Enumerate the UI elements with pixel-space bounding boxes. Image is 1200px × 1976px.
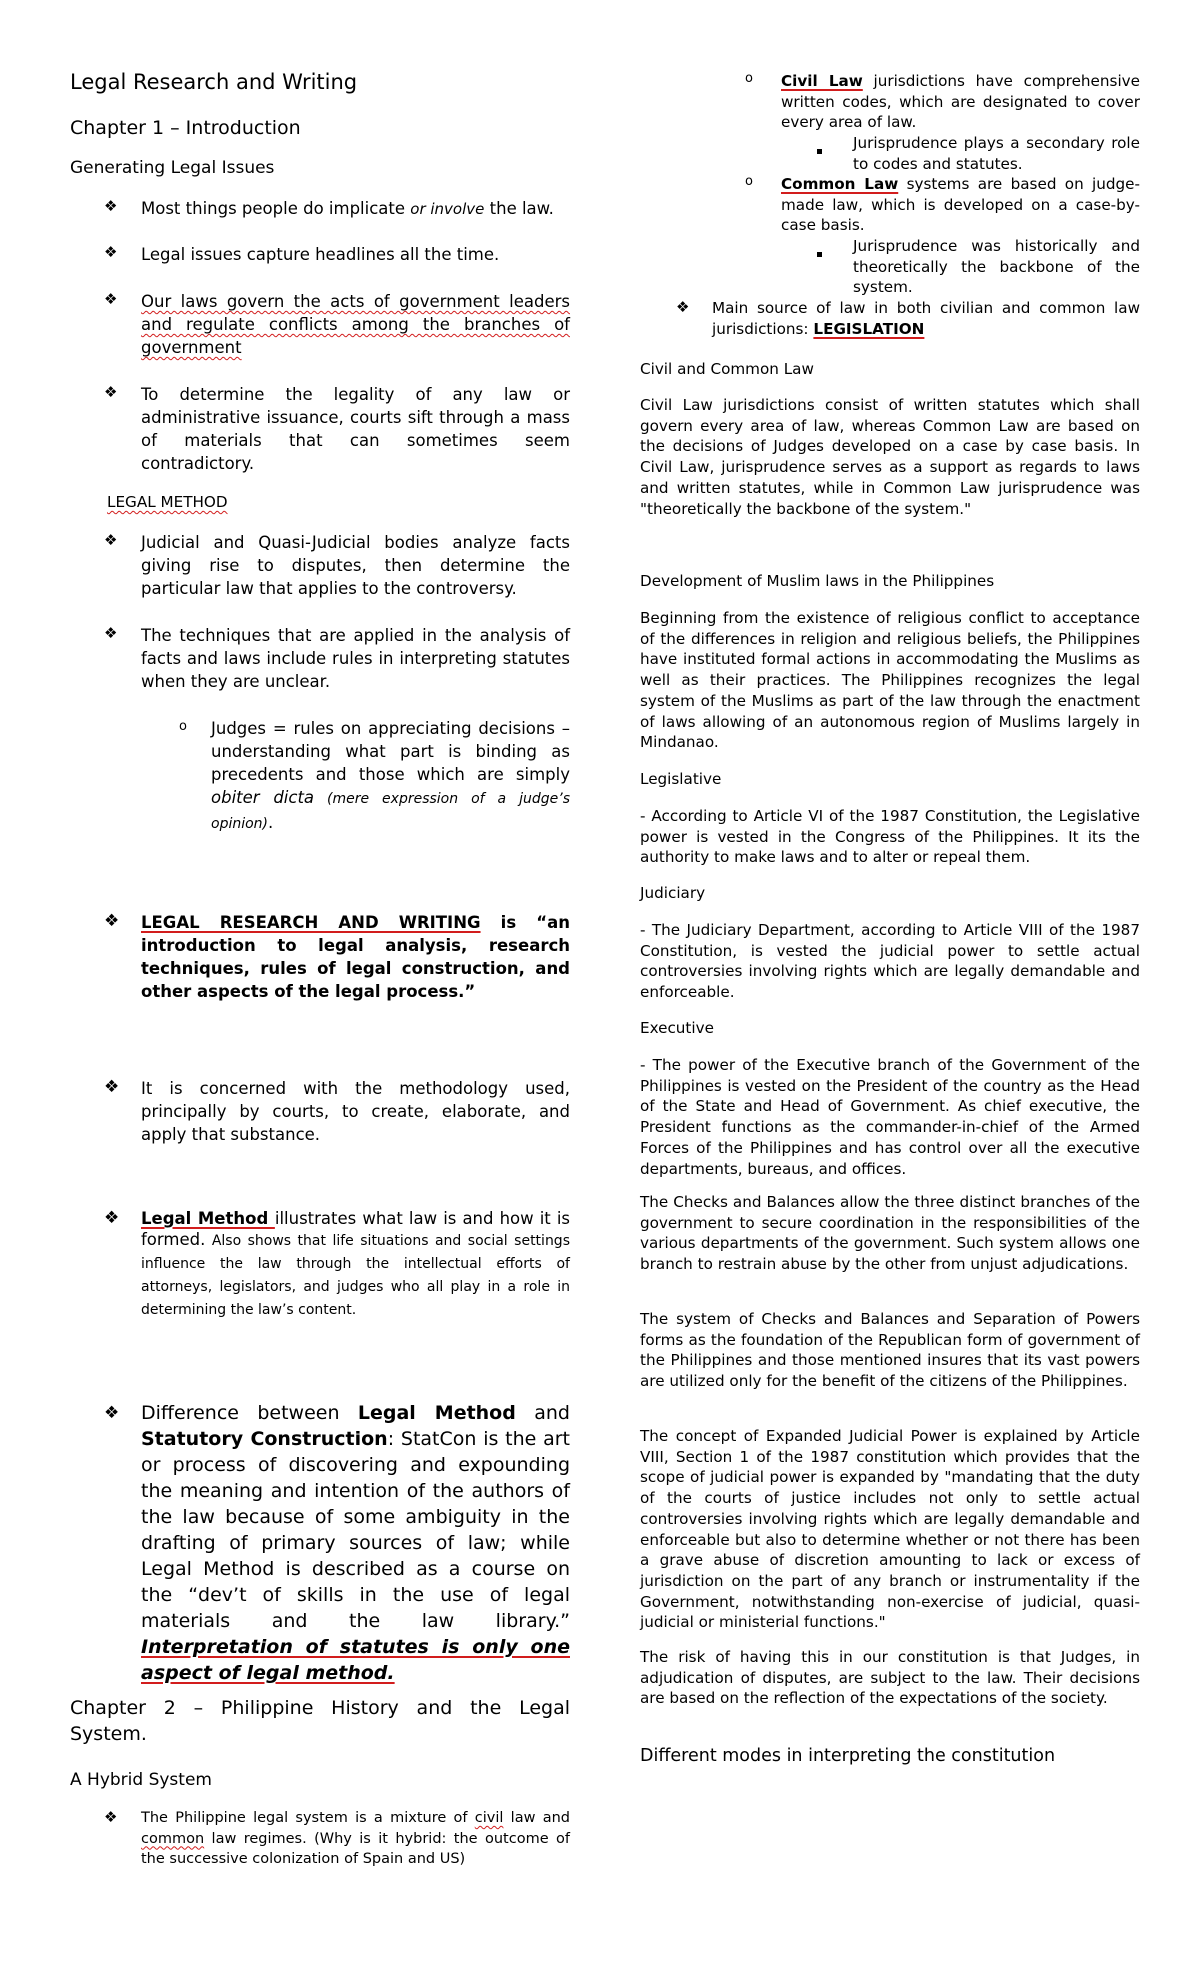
- executive-heading: Executive: [640, 1019, 714, 1037]
- circle-bullet-icon: o: [179, 719, 187, 734]
- chapter-2-heading: Chapter 2 – Philippine History and the Legal System.: [70, 1697, 570, 1745]
- bullet-implicate-end: the law.: [484, 199, 554, 218]
- civil-common-heading: Civil and Common Law: [640, 360, 814, 378]
- common-law-term: Common Law: [781, 175, 899, 193]
- legal-method-text: illustrates what law is and how it is formed.: [141, 1209, 570, 1249]
- judiciary-text: - The Judiciary Department, according to Article VIII of the 1987 Constitution, is vested the judicial power to settle actual controversies involving rights which are legally demandable and enforceable.: [640, 921, 1140, 1002]
- separation-powers-text: The system of Checks and Balances and Separation of Powers forms as the foundation of the Republican form of government of the Philippines and those mentioned insures that its vast powers are utilized only for the benefit of the citizens of the Philippines.: [640, 1310, 1140, 1391]
- hybrid-system-heading: A Hybrid System: [70, 1770, 212, 1790]
- obiter-dicta-text: obiter dicta: [211, 788, 315, 807]
- obiter-dicta-note: (mere expression of a judge’s opinion): [211, 791, 570, 832]
- interpretation-emphasis: Interpretation of statutes is only one aspect of legal method.: [141, 1636, 570, 1684]
- legal-method-term: Legal Method: [141, 1209, 275, 1228]
- legal-method-heading: LEGAL METHOD: [107, 493, 228, 511]
- document-title: Legal Research and Writing: [70, 70, 358, 94]
- risk-text: The risk of having this in our constitution is that Judges, in adjudication of disputes, are subject to the law. Their decisions are based on the reflection of the expectations of the society.: [640, 1648, 1140, 1708]
- statutory-construction-bold: Statutory Construction: [141, 1428, 388, 1450]
- legal-method-bold: Legal Method: [357, 1402, 516, 1424]
- bullet-judicial-bodies-text: Judicial and Quasi-Judicial bodies analyze facts giving rise to disputes, then determine the particular law that applies to the controversy.: [141, 533, 570, 598]
- square-bullet-icon: [817, 140, 822, 158]
- circle-bullet-icon: o: [745, 174, 753, 189]
- civil-law-text: jurisdictions have comprehensive written codes, which are designated to cover every area of law.: [781, 72, 1140, 132]
- bullet-legality-text: To determine the legality of any law or administrative issuance, courts sift through a mass of materials that can sometimes seem contradictory.: [141, 385, 570, 473]
- judiciary-heading: Judiciary: [640, 884, 706, 902]
- muslim-laws-heading: Development of Muslim laws in the Philippines: [640, 572, 995, 590]
- legal-method-detail: Also shows that life situations and social settings influence the law through the intellectual efforts of attorneys, legislators, and judges who all play in a role in determining the law’s content.: [141, 1233, 570, 1318]
- muslim-laws-text: Beginning from the existence of religious conflict to acceptance of the differences in religion and religious beliefs, the Philippines have instituted formal actions in accommodating the Muslims as well as their practices. The Philippines recognizes the legal system of the Muslims as part of the law through the enactment of laws allowing of an autonomous region of Muslims largely in Mindanao.: [640, 609, 1140, 752]
- chapter-1-heading: Chapter 1 – Introduction: [70, 117, 301, 139]
- lrw-term: LEGAL RESEARCH AND WRITING: [141, 913, 481, 932]
- diamond-bullet-icon: ❖: [104, 911, 120, 931]
- legislation-term: LEGISLATION: [813, 319, 925, 338]
- expanded-judicial-power-text: The concept of Expanded Judicial Power is explained by Article VIII, Section 1 of the 1987 constitution which provides that the scope of judicial power is expanded by "mandating that the duty of the courts of justice includes not only to settle actual controversies involving rights which are legally demandable and enforceable but also to determine whether or not there has been a grave abuse of discretion amounting to lack or excess of jurisdiction on the part of any branch or instrumentality if the Government, notwithstanding non-exercise of judicial, quasi-judicial or ministerial functions.": [640, 1427, 1140, 1632]
- diamond-bullet-icon: ❖: [104, 531, 118, 549]
- generating-issues-heading: Generating Legal Issues: [70, 158, 275, 178]
- civil-word: civil: [474, 1810, 504, 1826]
- diamond-bullet-icon: ❖: [104, 1208, 120, 1228]
- bullet-hybrid-text: law regimes. (Why is it hybrid: the outcome of the successive colonization of Spain and US): [141, 1830, 570, 1867]
- common-word: common: [141, 1830, 205, 1847]
- legislative-heading: Legislative: [640, 770, 722, 788]
- diamond-bullet-icon: ❖: [104, 624, 118, 642]
- diamond-bullet-icon: ❖: [104, 383, 118, 401]
- bullet-implicate-italic: or involve: [410, 200, 485, 218]
- civil-common-text: Civil Law jurisdictions consist of written statutes which shall govern every area of law, whereas Common Law are based on the decisions of Judges developed on a case by case basis. In Civil Law, jurisprudence serves as a support as regards to laws and written statutes, while in Common Law jurisprudence was "theoretically the backbone of the system.": [640, 396, 1140, 518]
- square-bullet-icon: [817, 243, 822, 261]
- diamond-bullet-icon: ❖: [104, 290, 118, 308]
- lrw-definition-text: is “an introduction to legal analysis, research techniques, rules of legal construction, and other aspects of the legal process.”: [141, 913, 570, 1001]
- common-law-sub-text: Jurisprudence was historically and theoretically the backbone of the system.: [853, 237, 1140, 297]
- civil-law-sub-text: Jurisprudence plays a secondary role to codes and statutes.: [853, 134, 1140, 173]
- diamond-bullet-icon: ❖: [104, 1403, 120, 1423]
- civil-law-term: Civil Law: [781, 72, 863, 90]
- modes-heading: Different modes in interpreting the constitution: [640, 1746, 1056, 1766]
- common-law-text: systems are based on judge-made law, which is developed on a case-by-case basis.: [781, 175, 1140, 235]
- diamond-bullet-icon: ❖: [104, 243, 118, 261]
- checks-balances-text: The Checks and Balances allow the three distinct branches of the government to secure coordination in the responsibilities of the various departments of the government. Such system allows one branch to restrain abuse by the other from unjust adjudications.: [640, 1193, 1140, 1274]
- bullet-techniques-text: The techniques that are applied in the analysis of facts and laws include rules in interpreting statutes when they are unclear.: [141, 626, 570, 691]
- bullet-headlines-text: Legal issues capture headlines all the time.: [141, 245, 500, 264]
- executive-text: - The power of the Executive branch of the Government of the Philippines is vested on the President of the country as the Head of the State and Head of Government. As chief executive, the President functions as the commander-in-chief of the Armed Forces of the Philippines and has control over all the executive departments, bureaus, and offices.: [640, 1056, 1140, 1178]
- diamond-bullet-icon: ❖: [676, 298, 690, 316]
- bullet-methodology-text: It is concerned with the methodology used, principally by courts, to create, elaborate, and apply that substance.: [141, 1079, 570, 1144]
- bullet-implicate-text: Most things people do implicate: [141, 199, 411, 218]
- diamond-bullet-icon: ❖: [104, 197, 118, 215]
- sub-bullet-judges-text: Judges = rules on appreciating decisions – understanding what part is binding as precedents and those which are simply: [211, 719, 570, 784]
- difference-text: : StatCon is the art or process of discovering and expounding the meaning and intention of the authors of the law because of some ambiguity in the drafting of primary sources of law; while Legal Method is described as a course on the “dev’t of skills in the use of legal materials and the law library.”: [141, 1428, 571, 1632]
- bullet-our-laws-text: Our laws govern the acts of government leaders and regulate conflicts among the branches of government: [141, 292, 570, 357]
- diamond-bullet-icon: ❖: [104, 1808, 118, 1826]
- legislative-text: - According to Article VI of the 1987 Constitution, the Legislative power is vested in the Congress of the Philippines. It its the authority to make laws and to alter or repeal them.: [640, 807, 1140, 867]
- circle-bullet-icon: o: [745, 71, 753, 86]
- diamond-bullet-icon: ❖: [104, 1077, 120, 1097]
- main-source-text: Main source of law in both civilian and common law jurisdictions:: [712, 299, 1140, 338]
